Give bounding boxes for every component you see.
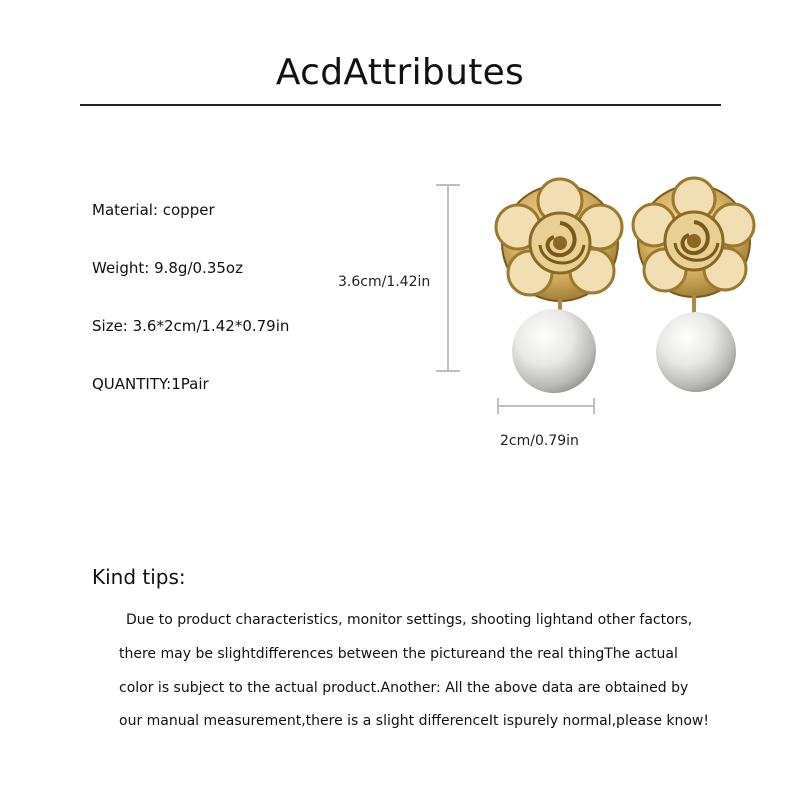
left-flower-stud bbox=[496, 179, 622, 301]
left-pearl bbox=[512, 309, 596, 393]
attribute-material: Material: copper bbox=[92, 201, 215, 219]
page-title: AcdAttributes bbox=[275, 52, 525, 93]
earrings-illustration bbox=[430, 175, 780, 425]
kind-tips-line-2: there may be slightdifferences between the pictureand the real thingThe actual bbox=[119, 646, 678, 662]
height-dimension-label: 3.6cm/1.42in bbox=[338, 274, 431, 290]
kind-tips-line-3: color is subject to the actual product.Another: All the above data are obtained by bbox=[119, 680, 689, 696]
height-measure-bar bbox=[436, 185, 460, 371]
earrings-image bbox=[430, 175, 780, 420]
kind-tips-line-4: our manual measurement,there is a slight differenceIt ispurely normal,please know! bbox=[119, 713, 709, 729]
right-pearl bbox=[656, 312, 736, 392]
right-earring bbox=[633, 178, 754, 392]
attribute-size: Size: 3.6*2cm/1.42*0.79in bbox=[92, 317, 290, 335]
attribute-weight: Weight: 9.8g/0.35oz bbox=[92, 259, 243, 277]
width-dimension-label: 2cm/0.79in bbox=[500, 433, 579, 449]
kind-tips-line-1: Due to product characteristics, monitor settings, shooting lightand other factors, bbox=[126, 612, 693, 628]
left-earring bbox=[496, 179, 622, 393]
attribute-quantity: QUANTITY:1Pair bbox=[92, 375, 209, 393]
right-flower-stud bbox=[633, 178, 754, 297]
title-divider bbox=[80, 104, 721, 106]
kind-tips-heading: Kind tips: bbox=[92, 565, 186, 589]
width-measure-bar bbox=[498, 398, 594, 414]
